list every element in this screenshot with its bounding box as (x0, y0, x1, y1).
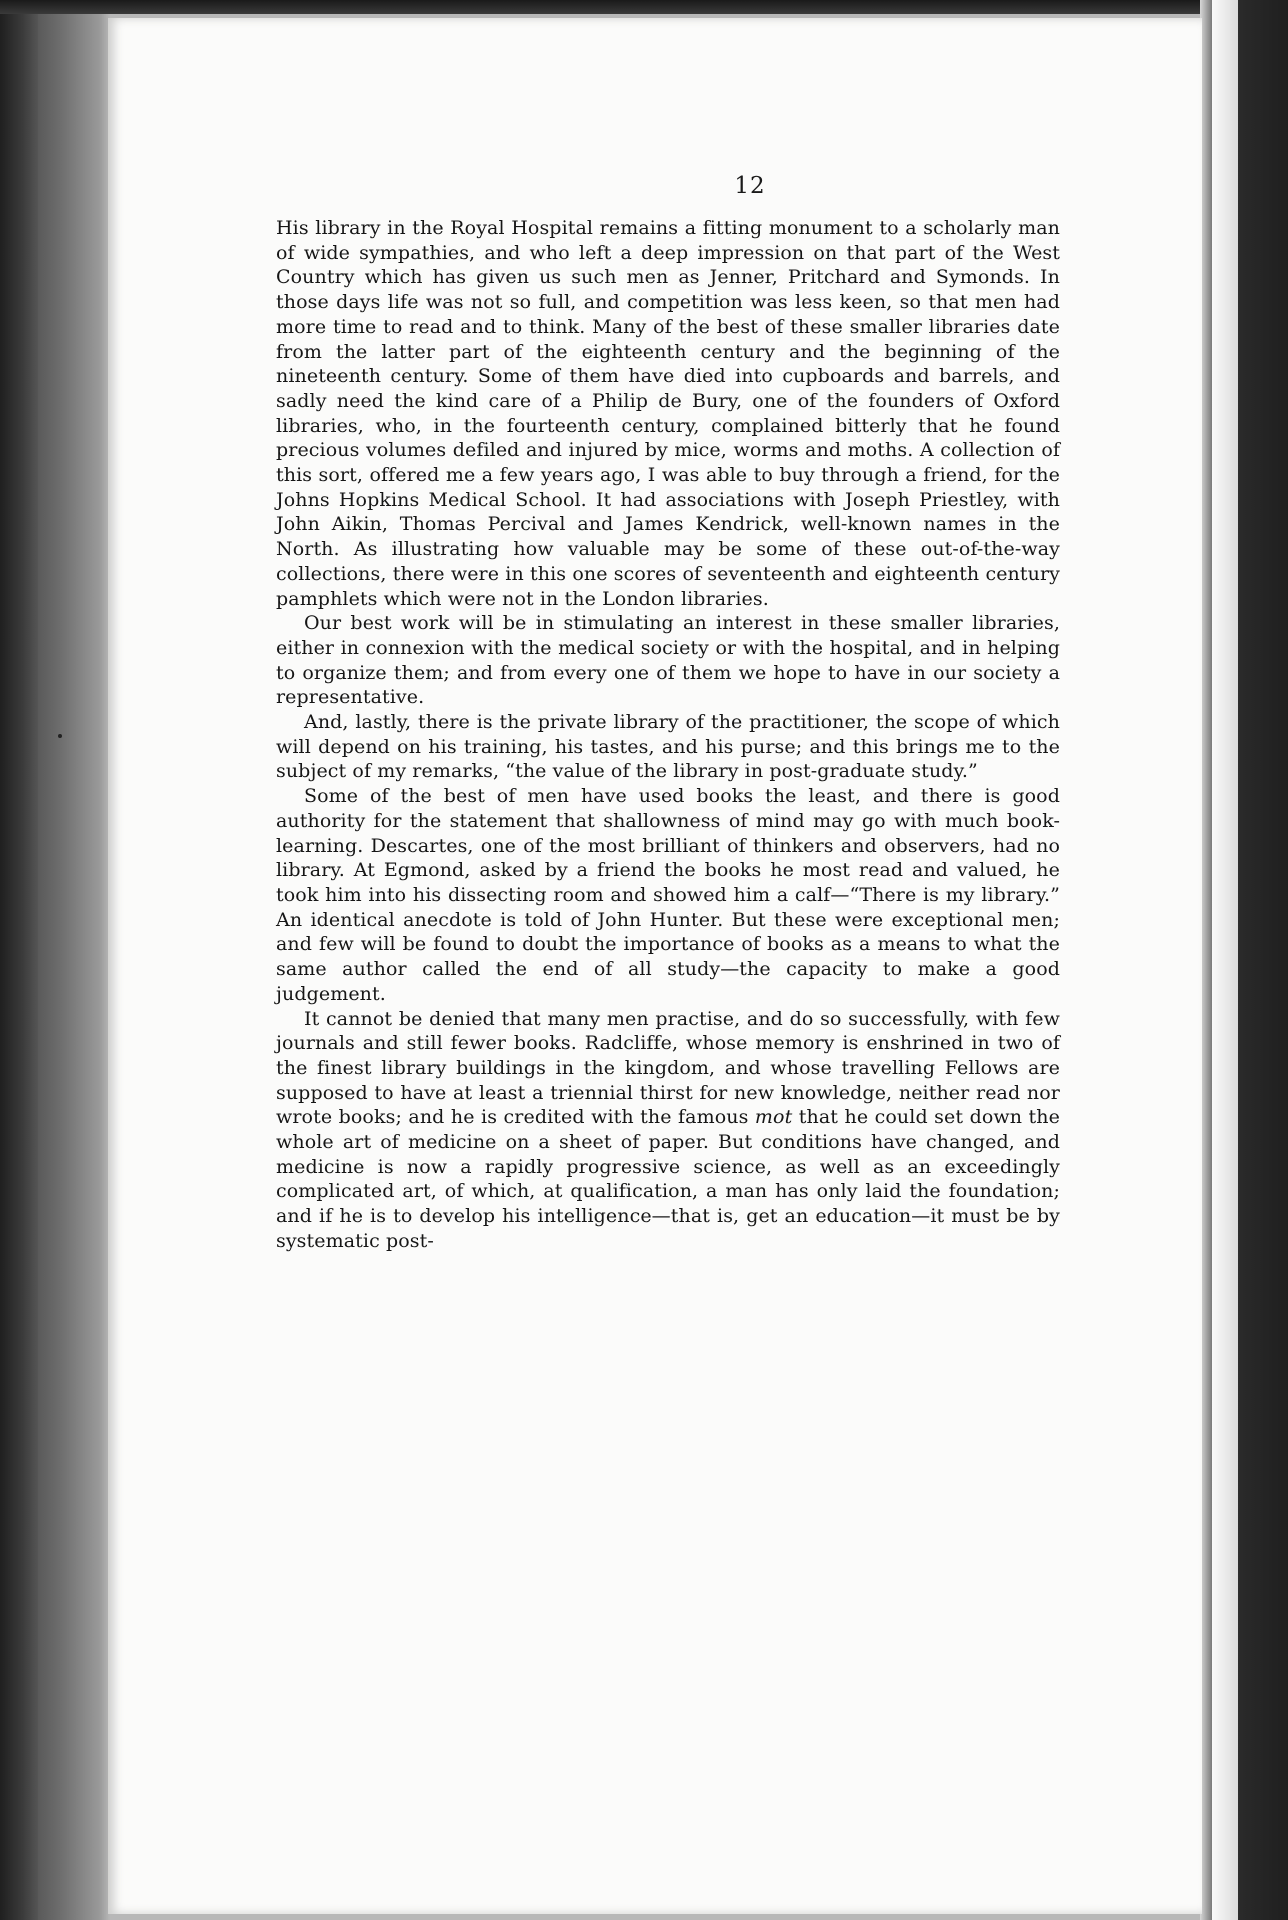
top-shadow (0, 0, 1288, 14)
paragraph-1: His library in the Royal Hospital remains a fitting monument to a scholarly man of wide sympathies, and who left a deep impression on that part of the West Country which has given us such men as Jenner, Pritchard and Symonds. In those days life was not so full, and competition was less keen, so that men had more time to read and to think. Many of the best of these smaller libraries date from the latter part of the eighteenth century and the beginning of the nineteenth century. Some of them have died into cupboards and barrels, and sadly need the kind care of a Philip de Bury, one of the founders of Oxford libraries, who, in the fourteenth century, complained bitterly that he found precious volumes defiled and injured by mice, worms and moths. A collection of this sort, offered me a few years ago, I was able to buy through a friend, for the Johns Hopkins Medical School. It had associations with Joseph Priestley, with John Aikin, Thomas Percival and James Kendrick, well-known names in the North. As illustrating how valuable may be some of these out-of-the-way collections, there were in this one scores of seventeenth and eighteenth century pamphlets which were not in the London libraries. (276, 217, 1060, 610)
paragraph-5-text-b: that he could set down the whole art of medicine on a sheet of paper. But conditions have changed, and medicine is now a rapidly progressive science, as well as an exceedingly complicated art, of which, at qualification, a man has only laid the foundation; and if he is to develop his intelligence—that is, get an education—it must be by systematic post- (276, 1106, 1060, 1252)
paragraph-3: And, lastly, there is the private library of the practitioner, the scope of which will depend on his training, his tastes, and his purse; and this brings me to the subject of my remarks, “the value of the library in post-graduate study.” (276, 711, 1060, 783)
paragraph-2: Our best work will be in stimulating an interest in these smaller libraries, either in connexion with the medical society or with the hospital, and in helping to organize them; and from every one of them we hope to have in our society a representative. (276, 612, 1060, 709)
paragraph-5-text-a: It cannot be denied that many men practise, and do so successfully, with few journals and still fewer books. Radcliffe, whose memory is enshrined in two of the finest library buildings in the kingdom, and whose travelling Fellows are supposed to have at least a triennial thirst for new knowledge, neither read nor wrote books; and he is credited with the famous (276, 1007, 1060, 1129)
paragraph-5 (276, 1007, 1060, 1254)
scan-speck (58, 734, 62, 738)
next-page-edge (1212, 0, 1238, 1920)
paragraph-5-italic: mot (754, 1106, 793, 1129)
book-cover-left-edge (0, 0, 38, 1920)
body-text (276, 216, 1060, 1254)
page-number: 12 (734, 173, 766, 199)
paragraph-4: Some of the best of men have used books the least, and there is good authority for the statement that shallowness of mind may go with much book-learning. Descartes, one of the most brilliant of thinkers and observers, had no library. At Egmond, asked by a friend the books he most read and valued, he took him into his dissecting room and showed him a calf—“There is my library.” An identical anecdote is told of John Hunter. But these were exceptional men; and few will be found to doubt the importance of books as a means to what the same author called the end of all study—the capacity to make a good judgement. (276, 785, 1060, 1005)
